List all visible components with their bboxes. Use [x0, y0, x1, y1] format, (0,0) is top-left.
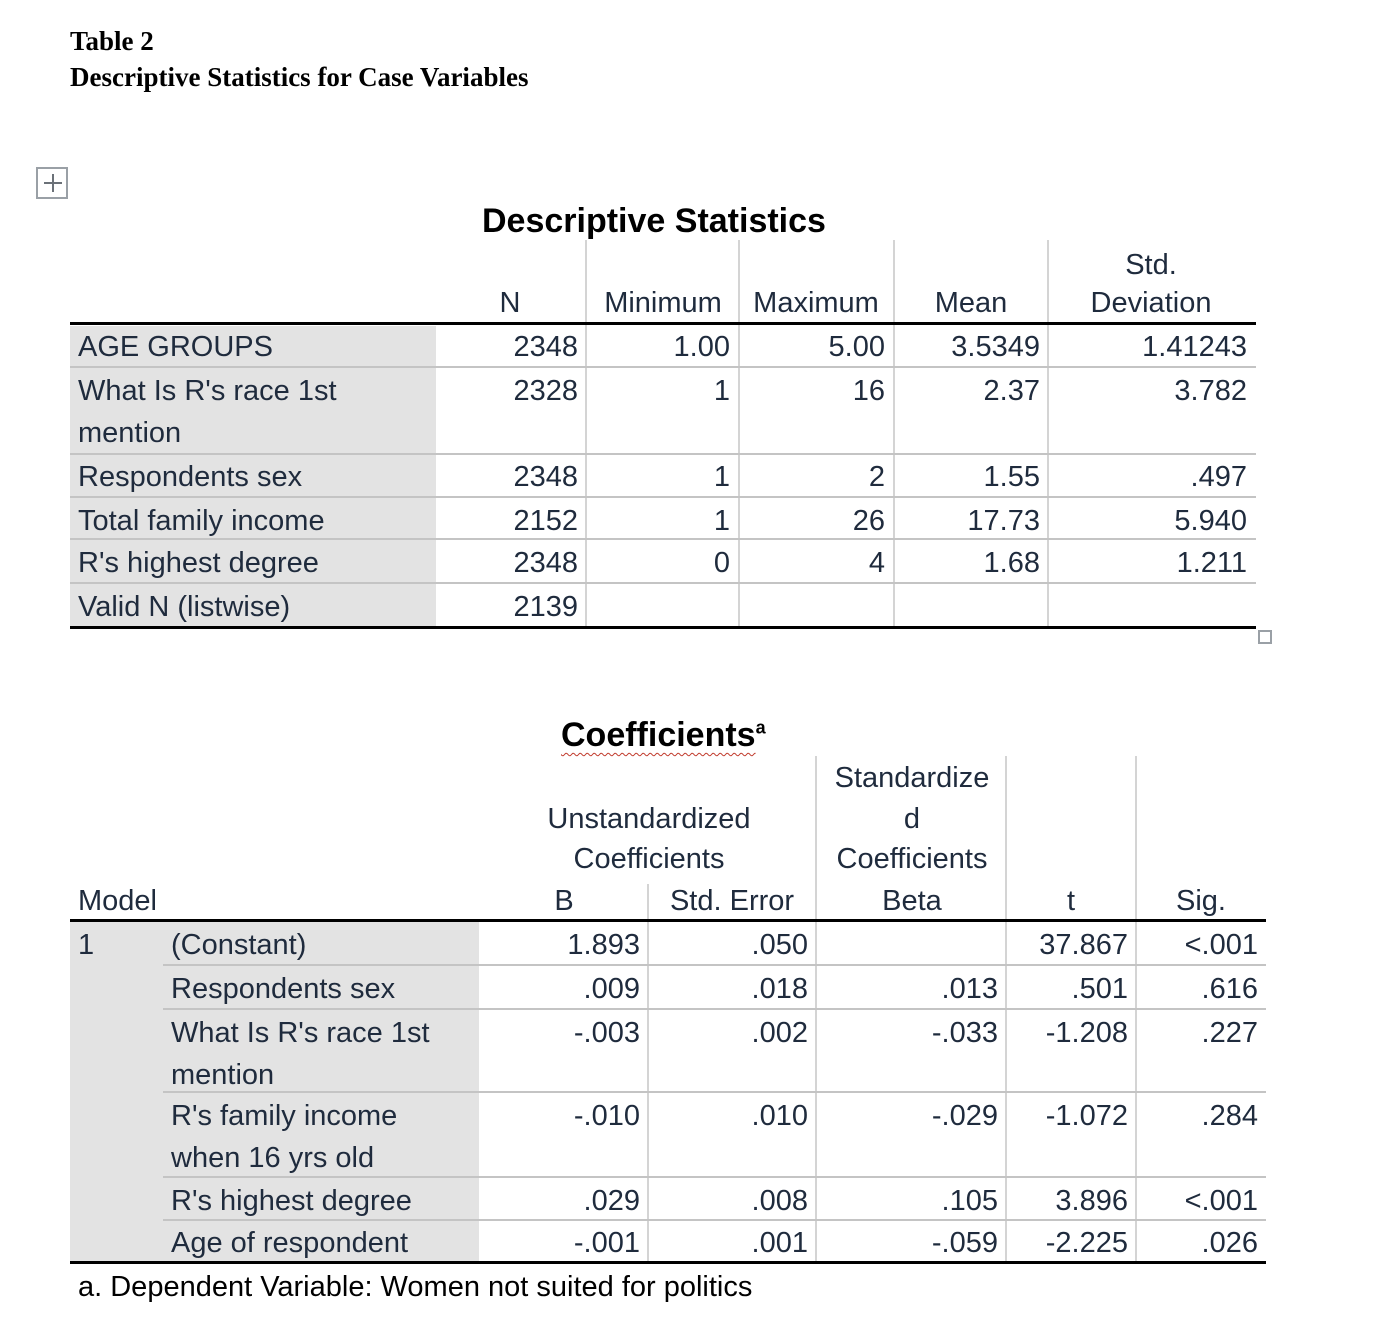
row-rule: [70, 496, 1256, 498]
row-rule: [70, 366, 1256, 368]
header-std-error: Std. Error: [669, 885, 795, 917]
cell-n: 2348: [513, 331, 578, 363]
header-unstandardized-line1: Unstandardized: [547, 803, 751, 835]
header-beta: Beta: [882, 885, 942, 917]
col-divider: [893, 240, 895, 628]
cell-sig: <.001: [1184, 929, 1258, 961]
cell-sig: .616: [1201, 973, 1258, 1005]
col-divider: [738, 240, 740, 628]
cell-beta: -.033: [931, 1017, 998, 1049]
descriptive-title: Descriptive Statistics: [482, 202, 826, 240]
cell-minimum: 1: [713, 375, 730, 407]
table-move-handle-icon[interactable]: [36, 167, 68, 199]
header-rule: [70, 322, 1256, 325]
cell-t: -1.072: [1045, 1100, 1128, 1132]
header-standardized-line1: Standardize: [834, 762, 990, 794]
table-label: Table 2: [70, 26, 154, 56]
table-caption: Descriptive Statistics for Case Variables: [70, 62, 529, 92]
cell-sig: .284: [1201, 1100, 1258, 1132]
row-rule: [70, 582, 1256, 584]
cell-std-error: .010: [751, 1100, 808, 1132]
cell-maximum: 26: [852, 505, 885, 537]
header-std-line2: Deviation: [1090, 287, 1212, 319]
cell-beta: -.059: [931, 1227, 998, 1259]
row-rule: [70, 453, 1256, 455]
cell-std-error: .008: [751, 1185, 808, 1217]
row-label: Valid N (listwise): [78, 591, 291, 623]
cell-std-error: .001: [751, 1227, 808, 1259]
row-label: (Constant): [171, 929, 307, 961]
cell-mean: 2.37: [983, 375, 1040, 407]
row-label: What Is R's race 1st: [78, 375, 337, 407]
cell-maximum: 4: [868, 547, 885, 579]
col-divider: [1047, 240, 1049, 628]
bottom-rule: [70, 1261, 1266, 1264]
cell-minimum: 1.00: [673, 331, 730, 363]
cell-t: 3.896: [1055, 1185, 1128, 1217]
cell-b: .009: [583, 973, 640, 1005]
header-b: B: [554, 885, 574, 917]
cell-b: -.010: [573, 1100, 640, 1132]
cell-minimum: 1: [713, 461, 730, 493]
cell-b: -.003: [573, 1017, 640, 1049]
cell-n: 2152: [513, 505, 578, 537]
cell-n: 2348: [513, 461, 578, 493]
coefficients-title-text: Coefficients: [561, 716, 756, 754]
cell-mean: 1.55: [983, 461, 1040, 493]
cell-n: 2139: [513, 591, 578, 623]
row-label: Total family income: [78, 505, 325, 537]
cell-std-error: .002: [751, 1017, 808, 1049]
bottom-rule: [70, 626, 1256, 629]
row-label: What Is R's race 1st: [171, 1017, 430, 1049]
cell-std-error: .018: [751, 973, 808, 1005]
cell-t: 37.867: [1039, 929, 1128, 961]
row-label: Respondents sex: [171, 973, 396, 1005]
header-standardized-line3: Coefficients: [836, 843, 988, 875]
row-rule: [163, 1091, 1266, 1093]
row-rule: [163, 1219, 1266, 1221]
cell-b: 1.893: [567, 929, 640, 961]
header-n: N: [499, 287, 521, 319]
cell-std: 5.940: [1174, 505, 1247, 537]
cell-t: -1.208: [1045, 1017, 1128, 1049]
col-divider: [585, 240, 587, 628]
header-standardized-line2: d: [903, 803, 921, 835]
header-model: Model: [78, 885, 157, 917]
cell-sig: .026: [1201, 1227, 1258, 1259]
row-label-cont: when 16 yrs old: [171, 1142, 375, 1174]
header-rule: [70, 919, 1266, 922]
cell-std: .497: [1190, 461, 1247, 493]
row-label: R's family income: [171, 1100, 398, 1132]
header-sig: Sig.: [1176, 885, 1226, 917]
cell-maximum: 16: [852, 375, 885, 407]
row-label: AGE GROUPS: [78, 331, 273, 363]
cell-mean: 17.73: [967, 505, 1040, 537]
row-rule: [163, 1176, 1266, 1178]
cell-std: 1.211: [1176, 547, 1247, 579]
cell-sig: .227: [1201, 1017, 1258, 1049]
cell-n: 2348: [513, 547, 578, 579]
footnote: a. Dependent Variable: Women not suited for politics: [78, 1271, 753, 1303]
cell-std-error: .050: [751, 929, 808, 961]
row-label: Age of respondent: [171, 1227, 409, 1259]
cell-minimum: 0: [713, 547, 730, 579]
row-label: R's highest degree: [78, 547, 319, 579]
row-rule: [163, 964, 1266, 966]
cell-beta: .105: [941, 1185, 998, 1217]
cell-std: 3.782: [1174, 375, 1247, 407]
cell-minimum: 1: [713, 505, 730, 537]
row-label-cont: mention: [78, 417, 182, 449]
row-rule: [70, 538, 1256, 540]
cell-std: 1.41243: [1142, 331, 1247, 363]
cell-beta: .013: [941, 973, 998, 1005]
header-minimum: Minimum: [604, 287, 722, 319]
cell-beta: -.029: [931, 1100, 998, 1132]
row-rule: [163, 1008, 1266, 1010]
coefficients-title: [561, 716, 766, 755]
cell-t: -2.225: [1045, 1227, 1128, 1259]
cell-maximum: 5.00: [828, 331, 885, 363]
header-mean: Mean: [934, 287, 1008, 319]
row-label: R's highest degree: [171, 1185, 412, 1217]
row-label-cont: mention: [171, 1059, 275, 1091]
coefficients-title-superscript: a: [755, 717, 766, 738]
cell-b: .029: [583, 1185, 640, 1217]
cell-t: .501: [1071, 973, 1128, 1005]
cell-sig: <.001: [1184, 1185, 1258, 1217]
header-std-line1: Std.: [1125, 249, 1177, 281]
cell-mean: 1.68: [983, 547, 1040, 579]
cell-n: 2328: [513, 375, 578, 407]
col-divider: [647, 884, 649, 1262]
header-maximum: Maximum: [753, 287, 879, 319]
header-t: t: [1066, 885, 1076, 917]
model-number: 1: [78, 929, 95, 961]
cell-mean: 3.5349: [951, 331, 1040, 363]
row-label: Respondents sex: [78, 461, 303, 493]
cell-b: -.001: [573, 1227, 640, 1259]
cell-maximum: 2: [868, 461, 885, 493]
table-resize-handle-icon[interactable]: [1258, 630, 1272, 644]
header-unstandardized-line2: Coefficients: [573, 843, 725, 875]
